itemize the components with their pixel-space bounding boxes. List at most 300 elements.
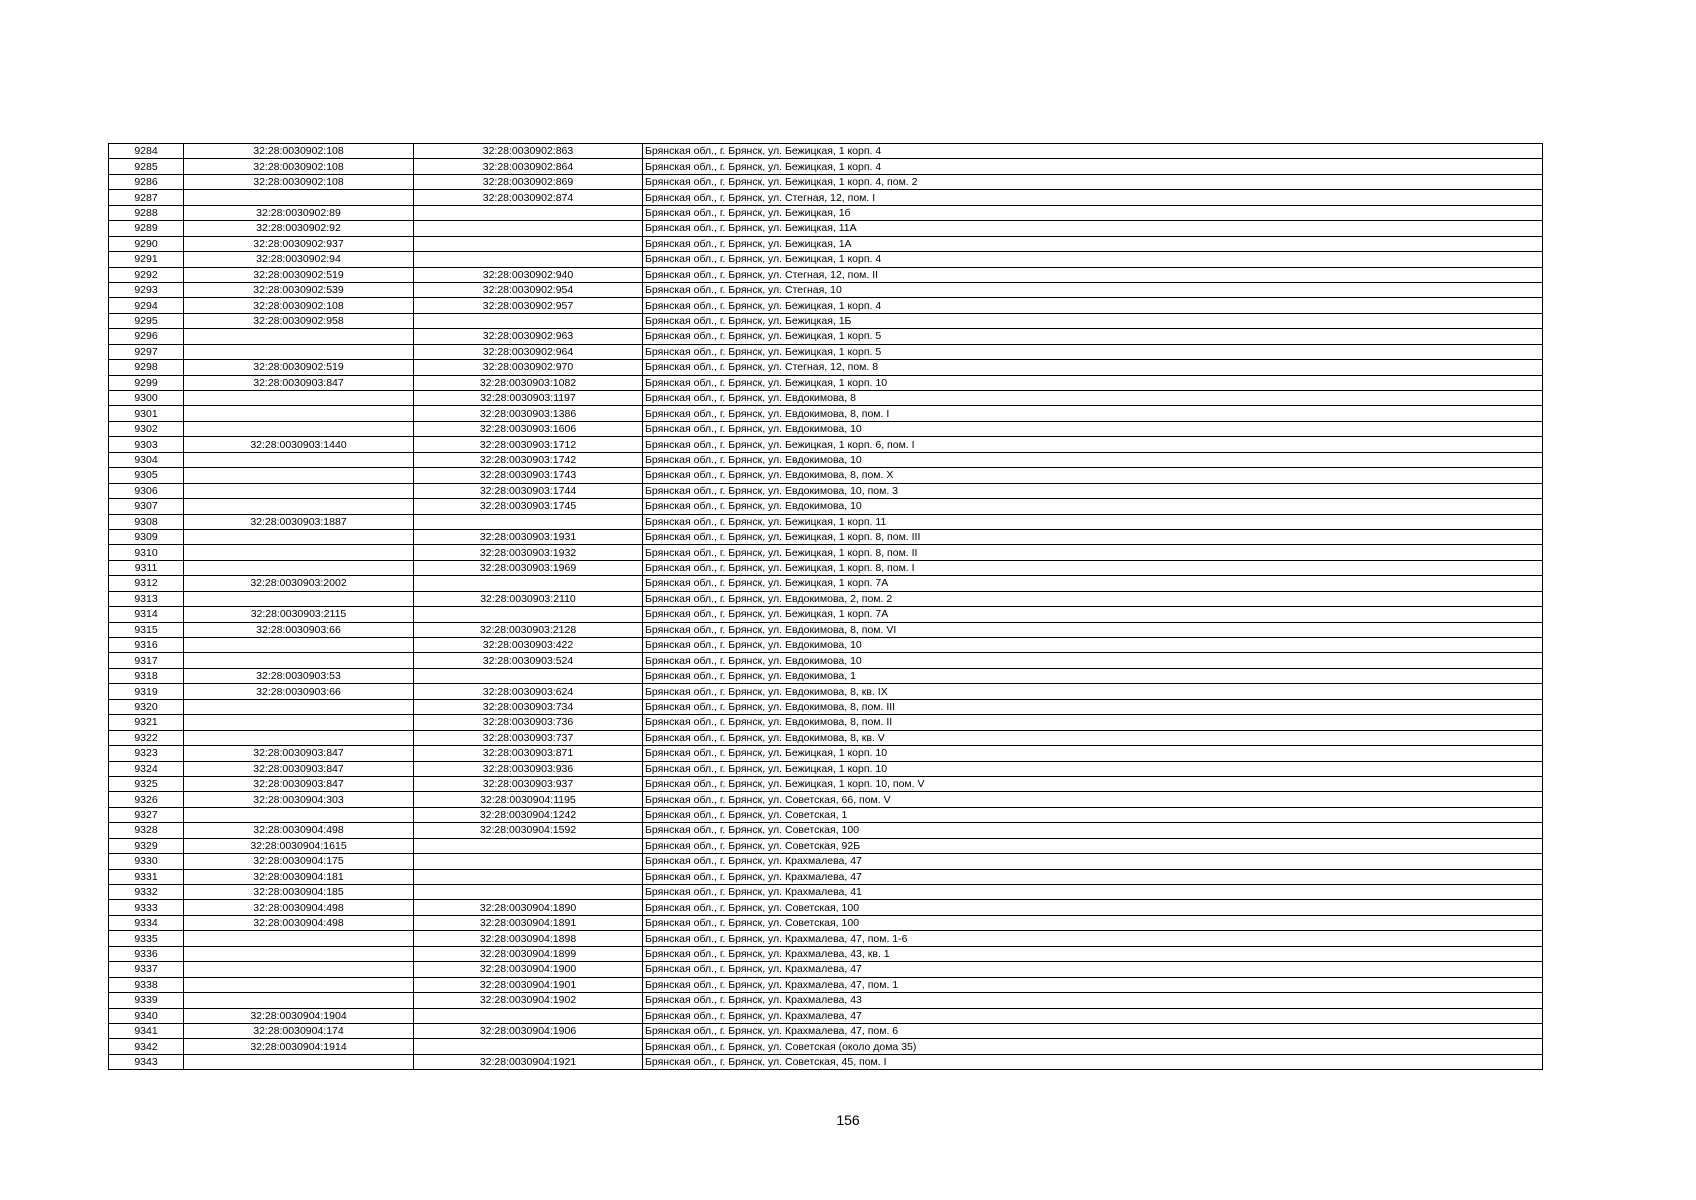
row-number-cell: 9306 bbox=[109, 483, 184, 498]
table-row bbox=[109, 437, 1543, 452]
cadastral-number-cell: 32:28:0030903:2115 bbox=[184, 607, 414, 622]
address-cell: Брянская обл., г. Брянск, ул. Бежицкая, 1 корп. 4 bbox=[643, 298, 1543, 313]
cadastral-number-cell bbox=[184, 391, 414, 406]
row-number-cell: 9330 bbox=[109, 854, 184, 869]
address-cell: Брянская обл., г. Брянск, ул. Крахмалева, 47 bbox=[643, 1008, 1543, 1023]
address-cell: Брянская обл., г. Брянск, ул. Бежицкая, 1б bbox=[643, 205, 1543, 220]
cadastral-number-cell: 32:28:0030902:94 bbox=[184, 252, 414, 267]
address-cell: Брянская обл., г. Брянск, ул. Евдокимова, 10 bbox=[643, 638, 1543, 653]
row-number-cell: 9300 bbox=[109, 391, 184, 406]
cadastral-number-cell bbox=[184, 545, 414, 560]
row-number-cell: 9286 bbox=[109, 174, 184, 189]
row-number-cell: 9317 bbox=[109, 653, 184, 668]
address-cell: Брянская обл., г. Брянск, ул. Советская, 66, пом. V bbox=[643, 792, 1543, 807]
row-number-cell: 9343 bbox=[109, 1054, 184, 1069]
object-cadastral-number-cell: 32:28:0030904:1900 bbox=[414, 962, 643, 977]
address-cell: Брянская обл., г. Брянск, ул. Бежицкая, 1Б bbox=[643, 313, 1543, 328]
row-number-cell: 9331 bbox=[109, 869, 184, 884]
object-cadastral-number-cell: 32:28:0030903:1743 bbox=[414, 468, 643, 483]
address-cell: Брянская обл., г. Брянск, ул. Крахмалева, 43, кв. 1 bbox=[643, 946, 1543, 961]
row-number-cell: 9310 bbox=[109, 545, 184, 560]
address-cell: Брянская обл., г. Брянск, ул. Крахмалева, 47, пом. 1 bbox=[643, 977, 1543, 992]
address-cell: Брянская обл., г. Брянск, ул. Евдокимова, 8, пом. X bbox=[643, 468, 1543, 483]
table-row bbox=[109, 946, 1543, 961]
object-cadastral-number-cell: 32:28:0030903:736 bbox=[414, 715, 643, 730]
cadastral-number-cell: 32:28:0030904:498 bbox=[184, 900, 414, 915]
cadastral-number-cell: 32:28:0030902:108 bbox=[184, 144, 414, 159]
object-cadastral-number-cell: 32:28:0030903:1742 bbox=[414, 452, 643, 467]
object-cadastral-number-cell: 32:28:0030902:970 bbox=[414, 360, 643, 375]
cadastral-number-cell: 32:28:0030904:1914 bbox=[184, 1039, 414, 1054]
address-cell: Брянская обл., г. Брянск, ул. Бежицкая, 1 корп. 10, пом. V bbox=[643, 776, 1543, 791]
cadastral-number-cell bbox=[184, 993, 414, 1008]
row-number-cell: 9285 bbox=[109, 159, 184, 174]
table-row bbox=[109, 267, 1543, 282]
table-row bbox=[109, 854, 1543, 869]
row-number-cell: 9305 bbox=[109, 468, 184, 483]
cadastral-number-cell bbox=[184, 807, 414, 822]
table-row bbox=[109, 205, 1543, 220]
address-cell: Брянская обл., г. Брянск, ул. Евдокимова, 2, пом. 2 bbox=[643, 591, 1543, 606]
address-cell: Брянская обл., г. Брянск, ул. Евдокимова, 8, пом. VI bbox=[643, 622, 1543, 637]
row-number-cell: 9340 bbox=[109, 1008, 184, 1023]
cadastral-number-cell: 32:28:0030902:539 bbox=[184, 282, 414, 297]
object-cadastral-number-cell: 32:28:0030903:936 bbox=[414, 761, 643, 776]
address-cell: Брянская обл., г. Брянск, ул. Евдокимова, 1 bbox=[643, 668, 1543, 683]
row-number-cell: 9284 bbox=[109, 144, 184, 159]
address-cell: Брянская обл., г. Брянск, ул. Крахмалева, 43 bbox=[643, 993, 1543, 1008]
table-row bbox=[109, 360, 1543, 375]
object-cadastral-number-cell bbox=[414, 1008, 643, 1023]
object-cadastral-number-cell bbox=[414, 313, 643, 328]
address-cell: Брянская обл., г. Брянск, ул. Стегная, 12, пом. I bbox=[643, 190, 1543, 205]
table-row bbox=[109, 684, 1543, 699]
row-number-cell: 9291 bbox=[109, 252, 184, 267]
object-cadastral-number-cell: 32:28:0030903:2110 bbox=[414, 591, 643, 606]
object-cadastral-number-cell: 32:28:0030904:1891 bbox=[414, 915, 643, 930]
row-number-cell: 9288 bbox=[109, 205, 184, 220]
row-number-cell: 9307 bbox=[109, 499, 184, 514]
cadastral-number-cell: 32:28:0030903:847 bbox=[184, 761, 414, 776]
address-cell: Брянская обл., г. Брянск, ул. Бежицкая, 1 корп. 8, пом. II bbox=[643, 545, 1543, 560]
address-cell: Брянская обл., г. Брянск, ул. Бежицкая, 1А bbox=[643, 236, 1543, 251]
object-cadastral-number-cell: 32:28:0030902:869 bbox=[414, 174, 643, 189]
object-cadastral-number-cell: 32:28:0030903:624 bbox=[414, 684, 643, 699]
cadastral-number-cell bbox=[184, 344, 414, 359]
object-cadastral-number-cell: 32:28:0030902:863 bbox=[414, 144, 643, 159]
table-row bbox=[109, 591, 1543, 606]
cadastral-number-cell bbox=[184, 931, 414, 946]
cadastral-number-cell: 32:28:0030902:108 bbox=[184, 174, 414, 189]
address-cell: Брянская обл., г. Брянск, ул. Евдокимова, 8, кв. IX bbox=[643, 684, 1543, 699]
object-cadastral-number-cell: 32:28:0030903:871 bbox=[414, 746, 643, 761]
object-cadastral-number-cell bbox=[414, 576, 643, 591]
object-cadastral-number-cell: 32:28:0030904:1592 bbox=[414, 823, 643, 838]
address-cell: Брянская обл., г. Брянск, ул. Евдокимова, 10 bbox=[643, 452, 1543, 467]
object-cadastral-number-cell: 32:28:0030904:1890 bbox=[414, 900, 643, 915]
object-cadastral-number-cell bbox=[414, 514, 643, 529]
table-row bbox=[109, 221, 1543, 236]
table-row bbox=[109, 653, 1543, 668]
cadastral-number-cell: 32:28:0030902:108 bbox=[184, 298, 414, 313]
object-cadastral-number-cell: 32:28:0030903:1197 bbox=[414, 391, 643, 406]
cadastral-number-cell: 32:28:0030902:519 bbox=[184, 267, 414, 282]
object-cadastral-number-cell: 32:28:0030904:1921 bbox=[414, 1054, 643, 1069]
row-number-cell: 9319 bbox=[109, 684, 184, 699]
cadastral-number-cell: 32:28:0030904:498 bbox=[184, 823, 414, 838]
cadastral-number-cell bbox=[184, 499, 414, 514]
address-cell: Брянская обл., г. Брянск, ул. Бежицкая, 1 корп. 4 bbox=[643, 144, 1543, 159]
table-row bbox=[109, 807, 1543, 822]
row-number-cell: 9342 bbox=[109, 1039, 184, 1054]
address-cell: Брянская обл., г. Брянск, ул. Советская (около дома 35) bbox=[643, 1039, 1543, 1054]
object-cadastral-number-cell: 32:28:0030902:957 bbox=[414, 298, 643, 313]
cadastral-number-cell: 32:28:0030903:847 bbox=[184, 746, 414, 761]
row-number-cell: 9318 bbox=[109, 668, 184, 683]
row-number-cell: 9313 bbox=[109, 591, 184, 606]
address-cell: Брянская обл., г. Брянск, ул. Советская, 1 bbox=[643, 807, 1543, 822]
address-cell: Брянская обл., г. Брянск, ул. Евдокимова, 8, пом. III bbox=[643, 699, 1543, 714]
table-row bbox=[109, 452, 1543, 467]
table-row bbox=[109, 313, 1543, 328]
row-number-cell: 9326 bbox=[109, 792, 184, 807]
table-row bbox=[109, 668, 1543, 683]
table-row bbox=[109, 730, 1543, 745]
row-number-cell: 9293 bbox=[109, 282, 184, 297]
address-cell: Брянская обл., г. Брянск, ул. Стегная, 10 bbox=[643, 282, 1543, 297]
cadastral-number-cell bbox=[184, 977, 414, 992]
cadastral-number-cell: 32:28:0030902:519 bbox=[184, 360, 414, 375]
table-row bbox=[109, 344, 1543, 359]
row-number-cell: 9297 bbox=[109, 344, 184, 359]
object-cadastral-number-cell: 32:28:0030904:1195 bbox=[414, 792, 643, 807]
table-row bbox=[109, 699, 1543, 714]
cadastral-number-cell: 32:28:0030903:847 bbox=[184, 375, 414, 390]
cadastral-number-cell: 32:28:0030904:174 bbox=[184, 1023, 414, 1038]
cadastral-number-cell bbox=[184, 946, 414, 961]
object-cadastral-number-cell: 32:28:0030903:524 bbox=[414, 653, 643, 668]
object-cadastral-number-cell: 32:28:0030903:737 bbox=[414, 730, 643, 745]
object-cadastral-number-cell bbox=[414, 668, 643, 683]
row-number-cell: 9303 bbox=[109, 437, 184, 452]
row-number-cell: 9312 bbox=[109, 576, 184, 591]
cadastral-number-cell: 32:28:0030902:92 bbox=[184, 221, 414, 236]
address-cell: Брянская обл., г. Брянск, ул. Бежицкая, 1 корп. 8, пом. I bbox=[643, 560, 1543, 575]
address-cell: Брянская обл., г. Брянск, ул. Советская, 45, пом. I bbox=[643, 1054, 1543, 1069]
row-number-cell: 9335 bbox=[109, 931, 184, 946]
address-cell: Брянская обл., г. Брянск, ул. Евдокимова, 10 bbox=[643, 421, 1543, 436]
page-number: 156 bbox=[836, 1112, 860, 1128]
row-number-cell: 9329 bbox=[109, 838, 184, 853]
table-row bbox=[109, 1008, 1543, 1023]
object-cadastral-number-cell: 32:28:0030903:1744 bbox=[414, 483, 643, 498]
row-number-cell: 9314 bbox=[109, 607, 184, 622]
cadastral-number-cell bbox=[184, 529, 414, 544]
row-number-cell: 9302 bbox=[109, 421, 184, 436]
object-cadastral-number-cell: 32:28:0030904:1901 bbox=[414, 977, 643, 992]
table-row bbox=[109, 391, 1543, 406]
cadastral-number-cell: 32:28:0030904:303 bbox=[184, 792, 414, 807]
table-row bbox=[109, 1023, 1543, 1038]
row-number-cell: 9325 bbox=[109, 776, 184, 791]
table-row bbox=[109, 545, 1543, 560]
object-cadastral-number-cell bbox=[414, 854, 643, 869]
table-row bbox=[109, 1039, 1543, 1054]
address-cell: Брянская обл., г. Брянск, ул. Стегная, 12, пом. 8 bbox=[643, 360, 1543, 375]
table-row bbox=[109, 483, 1543, 498]
table-row bbox=[109, 236, 1543, 251]
table-row bbox=[109, 1054, 1543, 1069]
table-row bbox=[109, 468, 1543, 483]
table-row bbox=[109, 159, 1543, 174]
address-cell: Брянская обл., г. Брянск, ул. Евдокимова, 10 bbox=[643, 499, 1543, 514]
object-cadastral-number-cell: 32:28:0030903:1606 bbox=[414, 421, 643, 436]
table-row bbox=[109, 746, 1543, 761]
table-row bbox=[109, 915, 1543, 930]
address-cell: Брянская обл., г. Брянск, ул. Бежицкая, 1 корп. 6, пом. I bbox=[643, 437, 1543, 452]
address-cell: Брянская обл., г. Брянск, ул. Бежицкая, 11А bbox=[643, 221, 1543, 236]
cadastral-number-cell bbox=[184, 653, 414, 668]
address-cell: Брянская обл., г. Брянск, ул. Советская, 100 bbox=[643, 900, 1543, 915]
row-number-cell: 9304 bbox=[109, 452, 184, 467]
object-cadastral-number-cell: 32:28:0030902:874 bbox=[414, 190, 643, 205]
object-cadastral-number-cell: 32:28:0030903:1745 bbox=[414, 499, 643, 514]
table-row bbox=[109, 560, 1543, 575]
address-cell: Брянская обл., г. Брянск, ул. Советская, 100 bbox=[643, 915, 1543, 930]
object-cadastral-number-cell bbox=[414, 607, 643, 622]
address-cell: Брянская обл., г. Брянск, ул. Бежицкая, 1 корп. 5 bbox=[643, 329, 1543, 344]
registry-table-body bbox=[109, 144, 1543, 1070]
object-cadastral-number-cell bbox=[414, 869, 643, 884]
object-cadastral-number-cell: 32:28:0030902:954 bbox=[414, 282, 643, 297]
row-number-cell: 9308 bbox=[109, 514, 184, 529]
table-row bbox=[109, 174, 1543, 189]
row-number-cell: 9315 bbox=[109, 622, 184, 637]
row-number-cell: 9289 bbox=[109, 221, 184, 236]
address-cell: Брянская обл., г. Брянск, ул. Евдокимова, 8, кв. V bbox=[643, 730, 1543, 745]
cadastral-number-cell bbox=[184, 421, 414, 436]
address-cell: Брянская обл., г. Брянск, ул. Советская, 100 bbox=[643, 823, 1543, 838]
object-cadastral-number-cell: 32:28:0030903:1386 bbox=[414, 406, 643, 421]
table-row bbox=[109, 638, 1543, 653]
object-cadastral-number-cell bbox=[414, 252, 643, 267]
cadastral-number-cell bbox=[184, 638, 414, 653]
object-cadastral-number-cell: 32:28:0030904:1906 bbox=[414, 1023, 643, 1038]
row-number-cell: 9327 bbox=[109, 807, 184, 822]
cadastral-number-cell: 32:28:0030902:89 bbox=[184, 205, 414, 220]
row-number-cell: 9296 bbox=[109, 329, 184, 344]
address-cell: Брянская обл., г. Брянск, ул. Евдокимова, 8, пом. I bbox=[643, 406, 1543, 421]
address-cell: Брянская обл., г. Брянск, ул. Евдокимова, 10, пом. 3 bbox=[643, 483, 1543, 498]
row-number-cell: 9341 bbox=[109, 1023, 184, 1038]
table-row bbox=[109, 792, 1543, 807]
object-cadastral-number-cell: 32:28:0030903:734 bbox=[414, 699, 643, 714]
cadastral-number-cell: 32:28:0030903:66 bbox=[184, 684, 414, 699]
object-cadastral-number-cell: 32:28:0030903:422 bbox=[414, 638, 643, 653]
cadastral-number-cell: 32:28:0030903:66 bbox=[184, 622, 414, 637]
table-row bbox=[109, 993, 1543, 1008]
object-cadastral-number-cell: 32:28:0030904:1898 bbox=[414, 931, 643, 946]
object-cadastral-number-cell: 32:28:0030904:1899 bbox=[414, 946, 643, 961]
address-cell: Брянская обл., г. Брянск, ул. Крахмалева, 41 bbox=[643, 885, 1543, 900]
cadastral-number-cell bbox=[184, 190, 414, 205]
table-row bbox=[109, 931, 1543, 946]
row-number-cell: 9290 bbox=[109, 236, 184, 251]
object-cadastral-number-cell bbox=[414, 221, 643, 236]
cadastral-number-cell bbox=[184, 452, 414, 467]
address-cell: Брянская обл., г. Брянск, ул. Крахмалева, 47 bbox=[643, 962, 1543, 977]
table-row bbox=[109, 715, 1543, 730]
row-number-cell: 9321 bbox=[109, 715, 184, 730]
address-cell: Брянская обл., г. Брянск, ул. Бежицкая, 1 корп. 8, пом. III bbox=[643, 529, 1543, 544]
cadastral-number-cell: 32:28:0030902:958 bbox=[184, 313, 414, 328]
row-number-cell: 9323 bbox=[109, 746, 184, 761]
table-row bbox=[109, 776, 1543, 791]
table-row bbox=[109, 529, 1543, 544]
table-row bbox=[109, 514, 1543, 529]
object-cadastral-number-cell: 32:28:0030902:963 bbox=[414, 329, 643, 344]
object-cadastral-number-cell bbox=[414, 205, 643, 220]
table-row bbox=[109, 885, 1543, 900]
address-cell: Брянская обл., г. Брянск, ул. Евдокимова, 10 bbox=[643, 653, 1543, 668]
table-row bbox=[109, 144, 1543, 159]
row-number-cell: 9337 bbox=[109, 962, 184, 977]
table-row bbox=[109, 499, 1543, 514]
address-cell: Брянская обл., г. Брянск, ул. Бежицкая, 1 корп. 4 bbox=[643, 159, 1543, 174]
cadastral-number-cell: 32:28:0030902:937 bbox=[184, 236, 414, 251]
row-number-cell: 9299 bbox=[109, 375, 184, 390]
row-number-cell: 9324 bbox=[109, 761, 184, 776]
table-row bbox=[109, 962, 1543, 977]
table-row bbox=[109, 421, 1543, 436]
object-cadastral-number-cell bbox=[414, 236, 643, 251]
row-number-cell: 9320 bbox=[109, 699, 184, 714]
table-row bbox=[109, 900, 1543, 915]
cadastral-number-cell: 32:28:0030904:1615 bbox=[184, 838, 414, 853]
cadastral-number-cell: 32:28:0030903:1440 bbox=[184, 437, 414, 452]
address-cell: Брянская обл., г. Брянск, ул. Бежицкая, 1 корп. 10 bbox=[643, 746, 1543, 761]
object-cadastral-number-cell: 32:28:0030903:1082 bbox=[414, 375, 643, 390]
cadastral-number-cell: 32:28:0030904:1904 bbox=[184, 1008, 414, 1023]
row-number-cell: 9332 bbox=[109, 885, 184, 900]
cadastral-number-cell: 32:28:0030902:108 bbox=[184, 159, 414, 174]
table-row bbox=[109, 607, 1543, 622]
cadastral-number-cell bbox=[184, 962, 414, 977]
cadastral-number-cell: 32:28:0030903:2002 bbox=[184, 576, 414, 591]
cadastral-number-cell: 32:28:0030904:498 bbox=[184, 915, 414, 930]
object-cadastral-number-cell bbox=[414, 885, 643, 900]
row-number-cell: 9295 bbox=[109, 313, 184, 328]
cadastral-number-cell bbox=[184, 730, 414, 745]
cadastral-number-cell bbox=[184, 1054, 414, 1069]
address-cell: Брянская обл., г. Брянск, ул. Стегная, 12, пом. II bbox=[643, 267, 1543, 282]
row-number-cell: 9336 bbox=[109, 946, 184, 961]
table-row bbox=[109, 761, 1543, 776]
cadastral-number-cell: 32:28:0030904:175 bbox=[184, 854, 414, 869]
object-cadastral-number-cell: 32:28:0030903:1712 bbox=[414, 437, 643, 452]
address-cell: Брянская обл., г. Брянск, ул. Крахмалева, 47, пом. 1-6 bbox=[643, 931, 1543, 946]
object-cadastral-number-cell: 32:28:0030903:2128 bbox=[414, 622, 643, 637]
address-cell: Брянская обл., г. Брянск, ул. Крахмалева, 47, пом. 6 bbox=[643, 1023, 1543, 1038]
row-number-cell: 9301 bbox=[109, 406, 184, 421]
object-cadastral-number-cell: 32:28:0030902:940 bbox=[414, 267, 643, 282]
row-number-cell: 9338 bbox=[109, 977, 184, 992]
table-row bbox=[109, 977, 1543, 992]
address-cell: Брянская обл., г. Брянск, ул. Бежицкая, 1 корп. 10 bbox=[643, 375, 1543, 390]
table-row bbox=[109, 622, 1543, 637]
row-number-cell: 9334 bbox=[109, 915, 184, 930]
cadastral-number-cell bbox=[184, 715, 414, 730]
address-cell: Брянская обл., г. Брянск, ул. Крахмалева, 47 bbox=[643, 869, 1543, 884]
cadastral-number-cell bbox=[184, 329, 414, 344]
table-row bbox=[109, 406, 1543, 421]
object-cadastral-number-cell bbox=[414, 838, 643, 853]
cadastral-number-cell bbox=[184, 560, 414, 575]
row-number-cell: 9322 bbox=[109, 730, 184, 745]
address-cell: Брянская обл., г. Брянск, ул. Бежицкая, 1 корп. 11 bbox=[643, 514, 1543, 529]
row-number-cell: 9316 bbox=[109, 638, 184, 653]
row-number-cell: 9309 bbox=[109, 529, 184, 544]
address-cell: Брянская обл., г. Брянск, ул. Бежицкая, 1 корп. 10 bbox=[643, 761, 1543, 776]
table-row bbox=[109, 190, 1543, 205]
object-cadastral-number-cell: 32:28:0030904:1902 bbox=[414, 993, 643, 1008]
address-cell: Брянская обл., г. Брянск, ул. Евдокимова, 8 bbox=[643, 391, 1543, 406]
row-number-cell: 9339 bbox=[109, 993, 184, 1008]
object-cadastral-number-cell bbox=[414, 1039, 643, 1054]
address-cell: Брянская обл., г. Брянск, ул. Советская, 92Б bbox=[643, 838, 1543, 853]
object-cadastral-number-cell: 32:28:0030903:1969 bbox=[414, 560, 643, 575]
cadastral-number-cell bbox=[184, 406, 414, 421]
object-cadastral-number-cell: 32:28:0030902:964 bbox=[414, 344, 643, 359]
cadastral-number-cell bbox=[184, 468, 414, 483]
object-cadastral-number-cell: 32:28:0030904:1242 bbox=[414, 807, 643, 822]
row-number-cell: 9311 bbox=[109, 560, 184, 575]
address-cell: Брянская обл., г. Брянск, ул. Бежицкая, 1 корп. 4, пом. 2 bbox=[643, 174, 1543, 189]
address-cell: Брянская обл., г. Брянск, ул. Бежицкая, 1 корп. 7А bbox=[643, 576, 1543, 591]
address-cell: Брянская обл., г. Брянск, ул. Бежицкая, 1 корп. 4 bbox=[643, 252, 1543, 267]
table-row bbox=[109, 282, 1543, 297]
registry-table bbox=[108, 143, 1543, 1070]
table-row bbox=[109, 298, 1543, 313]
address-cell: Брянская обл., г. Брянск, ул. Евдокимова, 8, пом. II bbox=[643, 715, 1543, 730]
object-cadastral-number-cell: 32:28:0030902:864 bbox=[414, 159, 643, 174]
object-cadastral-number-cell: 32:28:0030903:1931 bbox=[414, 529, 643, 544]
cadastral-number-cell: 32:28:0030903:847 bbox=[184, 776, 414, 791]
cadastral-number-cell bbox=[184, 591, 414, 606]
row-number-cell: 9292 bbox=[109, 267, 184, 282]
object-cadastral-number-cell: 32:28:0030903:937 bbox=[414, 776, 643, 791]
table-row bbox=[109, 838, 1543, 853]
object-cadastral-number-cell: 32:28:0030903:1932 bbox=[414, 545, 643, 560]
cadastral-number-cell: 32:28:0030903:53 bbox=[184, 668, 414, 683]
cadastral-number-cell: 32:28:0030904:181 bbox=[184, 869, 414, 884]
address-cell: Брянская обл., г. Брянск, ул. Бежицкая, 1 корп. 5 bbox=[643, 344, 1543, 359]
table-row bbox=[109, 869, 1543, 884]
table-row bbox=[109, 375, 1543, 390]
cadastral-number-cell: 32:28:0030904:185 bbox=[184, 885, 414, 900]
address-cell: Брянская обл., г. Брянск, ул. Бежицкая, 1 корп. 7А bbox=[643, 607, 1543, 622]
address-cell: Брянская обл., г. Брянск, ул. Крахмалева, 47 bbox=[643, 854, 1543, 869]
table-row bbox=[109, 252, 1543, 267]
table-row bbox=[109, 823, 1543, 838]
cadastral-number-cell bbox=[184, 699, 414, 714]
table-row bbox=[109, 576, 1543, 591]
row-number-cell: 9294 bbox=[109, 298, 184, 313]
row-number-cell: 9328 bbox=[109, 823, 184, 838]
row-number-cell: 9333 bbox=[109, 900, 184, 915]
cadastral-number-cell bbox=[184, 483, 414, 498]
row-number-cell: 9287 bbox=[109, 190, 184, 205]
